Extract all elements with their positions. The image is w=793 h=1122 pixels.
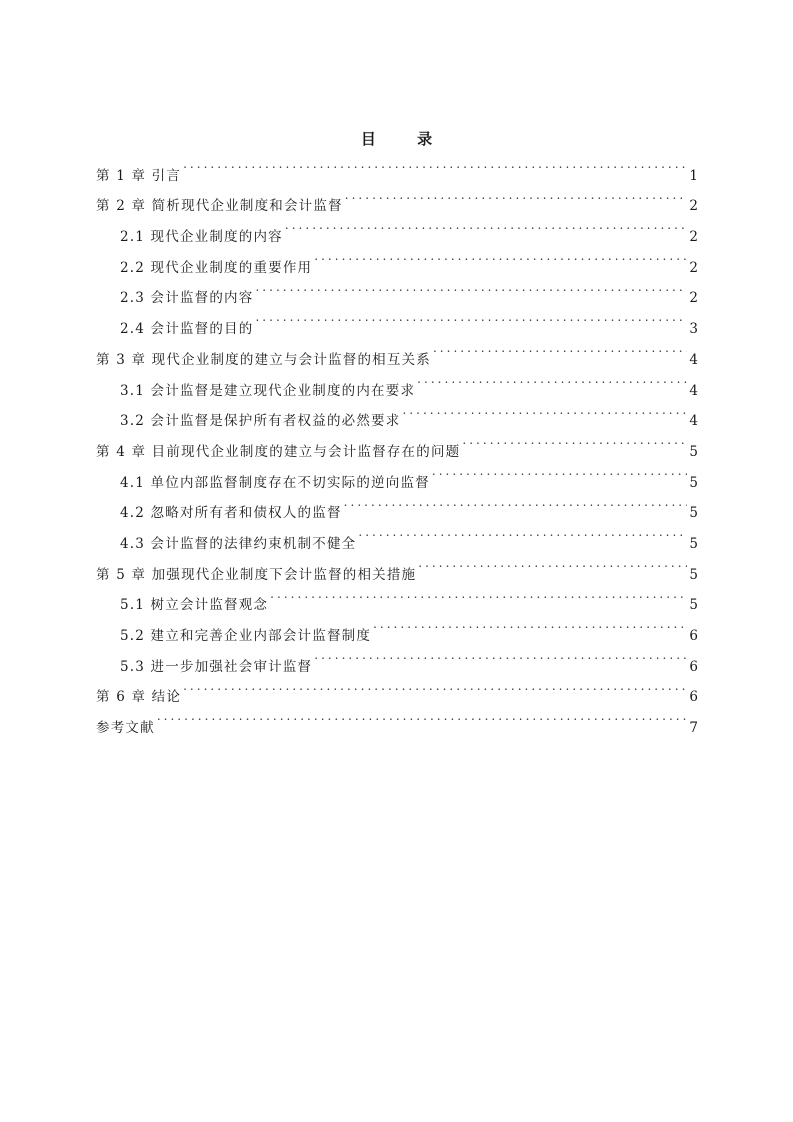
toc-entry-label: 3.2 会计监督是保护所有者权益的必然要求 — [120, 413, 401, 430]
toc-leader-dots — [314, 241, 687, 272]
toc-leader-dots — [285, 210, 688, 241]
toc-leader-dots — [183, 149, 687, 180]
toc-leader-dots — [270, 579, 687, 610]
toc-entry-page: 1 — [689, 167, 698, 184]
toc-entry-label: 5.1 树立会计监督观念 — [120, 597, 269, 614]
toc-entry-page: 6 — [689, 658, 698, 675]
toc-entry-label: 第 2 章 简析现代企业制度和会计监督 — [96, 198, 343, 215]
toc-leader-dots — [402, 395, 687, 426]
toc-entry-page: 6 — [689, 689, 698, 706]
toc-entry-label: 第 6 章 结论 — [96, 689, 182, 706]
toc-entry-label: 2.4 会计监督的目的 — [120, 321, 254, 338]
toc-leader-dots — [183, 671, 687, 702]
toc-entry-page: 5 — [689, 505, 698, 522]
toc-leader-dots — [432, 456, 688, 487]
toc-entry-page: 5 — [689, 597, 698, 614]
toc-leader-dots — [255, 302, 687, 333]
toc-entry-page: 7 — [689, 720, 698, 737]
toc-entry[interactable] — [96, 149, 698, 184]
toc-leader-dots — [418, 548, 687, 579]
toc-title: 目 录 — [360, 130, 451, 148]
toc-entry[interactable] — [96, 701, 698, 737]
toc-entry-label: 第 5 章 加强现代企业制度下会计监督的相关措施 — [96, 566, 417, 583]
toc-entry-label: 2.2 现代企业制度的重要作用 — [120, 259, 313, 276]
toc-entry-label: 4.3 会计监督的法律约束机制不健全 — [120, 535, 357, 552]
toc-entry-page: 4 — [689, 413, 698, 430]
toc-entry[interactable] — [96, 671, 698, 706]
toc-entry-label: 5.3 进一步加强社会审计监督 — [120, 658, 313, 675]
toc-entry-label: 第 1 章 引言 — [96, 167, 182, 184]
toc-entry-label: 5.2 建立和完善企业内部会计监督制度 — [120, 628, 372, 644]
table-of-contents — [96, 149, 698, 737]
toc-entry-label: 第 3 章 现代企业制度的建立与会计监督的相互关系 — [96, 351, 431, 368]
toc-leader-dots — [157, 701, 688, 732]
toc-leader-dots — [433, 333, 687, 364]
toc-entry-label: 4.2 忽略对所有者和债权人的监督 — [120, 505, 342, 522]
toc-entry-page: 2 — [689, 259, 698, 276]
toc-entry-page: 4 — [689, 382, 698, 399]
toc-entry-label: 参考文献 — [96, 720, 155, 737]
toc-entry-label: 第 4 章 目前现代企业制度的建立与会计监督存在的问题 — [96, 443, 461, 460]
toc-leader-dots — [373, 609, 687, 640]
toc-entry-page: 5 — [689, 566, 698, 583]
toc-entry-page: 5 — [689, 535, 698, 552]
toc-leader-dots — [314, 640, 687, 671]
toc-leader-dots — [344, 487, 688, 518]
toc-entry-label: 4.1 单位内部监督制度存在不切实际的逆向监督 — [120, 474, 430, 491]
toc-entry[interactable] — [96, 180, 698, 215]
toc-entry-label: 2.3 会计监督的内容 — [120, 290, 254, 307]
toc-leader-dots — [462, 425, 687, 456]
toc-entry-page: 5 — [689, 443, 698, 460]
toc-entry-page: 2 — [689, 198, 698, 215]
toc-entry-page: 5 — [689, 474, 698, 491]
toc-entry-page: 2 — [689, 229, 698, 246]
toc-entry-page: 6 — [689, 628, 698, 644]
toc-entry-label: 3.1 会计监督是建立现代企业制度的内在要求 — [120, 382, 416, 399]
toc-entry-label: 2.1 现代企业制度的内容 — [120, 229, 283, 246]
toc-leader-dots — [417, 364, 687, 395]
toc-leader-dots — [358, 517, 687, 548]
toc-entry-page: 4 — [689, 351, 698, 368]
toc-leader-dots — [255, 272, 687, 303]
toc-leader-dots — [345, 180, 688, 211]
toc-entry-page: 3 — [689, 321, 698, 338]
toc-entry-page: 2 — [689, 290, 698, 307]
